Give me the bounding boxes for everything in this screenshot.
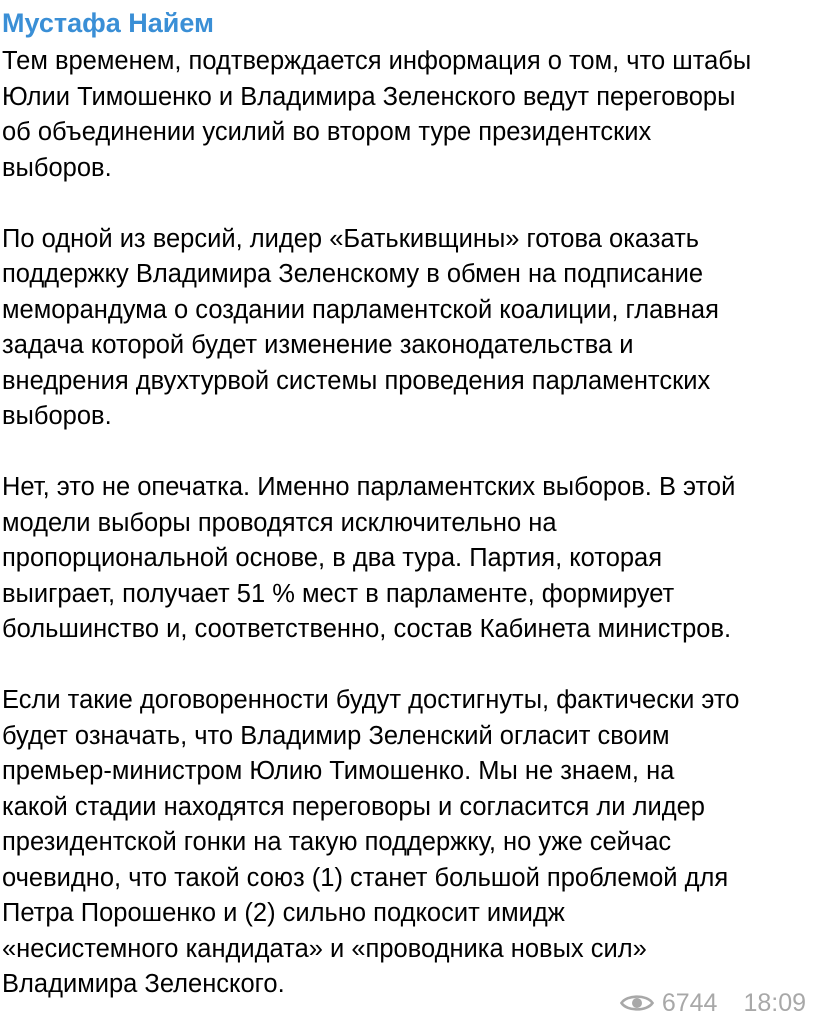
message-paragraph bbox=[2, 222, 814, 435]
view-count: 6744 bbox=[661, 988, 718, 1017]
text-line: Юлии Тимошенко и Владимира Зеленского ведут переговоры bbox=[2, 82, 736, 111]
message-paragraph bbox=[2, 470, 814, 648]
message-meta bbox=[620, 985, 806, 1021]
text-line: выиграет, получает 51 % мест в парламенте, формирует bbox=[2, 579, 675, 608]
text-line: Тем временем, подтверждается информация о том, что штабы bbox=[2, 47, 752, 75]
text-line: выборов. bbox=[2, 402, 112, 430]
channel-author-name[interactable]: Мустафа Найем bbox=[2, 8, 214, 38]
text-line: об объединении усилий во втором туре президентских bbox=[2, 118, 652, 146]
text-line: Если такие договоренности будут достигнуты, фактически это bbox=[2, 686, 740, 714]
message-text bbox=[2, 44, 814, 1003]
text-line: внедрения двухтурвой системы проведения парламентских bbox=[2, 366, 711, 395]
text-line: задача которой будет изменение законодательства и bbox=[2, 331, 634, 359]
text-line: Нет, это не опечатка. Именно парламентских выборов. В этой bbox=[2, 473, 736, 501]
text-line: модели выборы проводятся исключительно на bbox=[2, 508, 557, 537]
text-line: меморандума о создании парламентской коалиции, главная bbox=[2, 295, 719, 324]
eye-icon bbox=[620, 992, 654, 1014]
text-line: президентской гонки на такую поддержку, но уже сейчас bbox=[2, 828, 672, 856]
text-line: очевидно, что такой союз (1) станет большой проблемой для bbox=[2, 863, 729, 892]
text-line: поддержку Владимира Зеленскому в обмен на подписание bbox=[2, 260, 704, 288]
message-paragraph bbox=[2, 44, 814, 186]
text-line: По одной из версий, лидер «Батькивщины» готова оказать bbox=[2, 224, 700, 253]
message-paragraph bbox=[2, 683, 814, 1003]
text-line: премьер-министром Юлию Тимошенко. Мы не знаем, на bbox=[2, 757, 675, 785]
text-line: «несистемного кандидата» и «проводника новых сил» bbox=[2, 934, 647, 963]
text-line: какой стадии находятся переговоры и согласится ли лидер bbox=[2, 792, 705, 821]
message-timestamp: 18:09 bbox=[743, 988, 806, 1017]
text-line: выборов. bbox=[2, 153, 112, 182]
text-line: Владимира Зеленского. bbox=[2, 970, 285, 998]
text-line: Петра Порошенко и (2) сильно подкосит имидж bbox=[2, 899, 565, 927]
text-line: большинство и, соответственно, состав Кабинета министров. bbox=[2, 615, 732, 643]
text-line: пропорциональной основе, в два тура. Партия, которая bbox=[2, 544, 663, 572]
text-line: будет означать, что Владимир Зеленский огласит своим bbox=[2, 721, 670, 750]
